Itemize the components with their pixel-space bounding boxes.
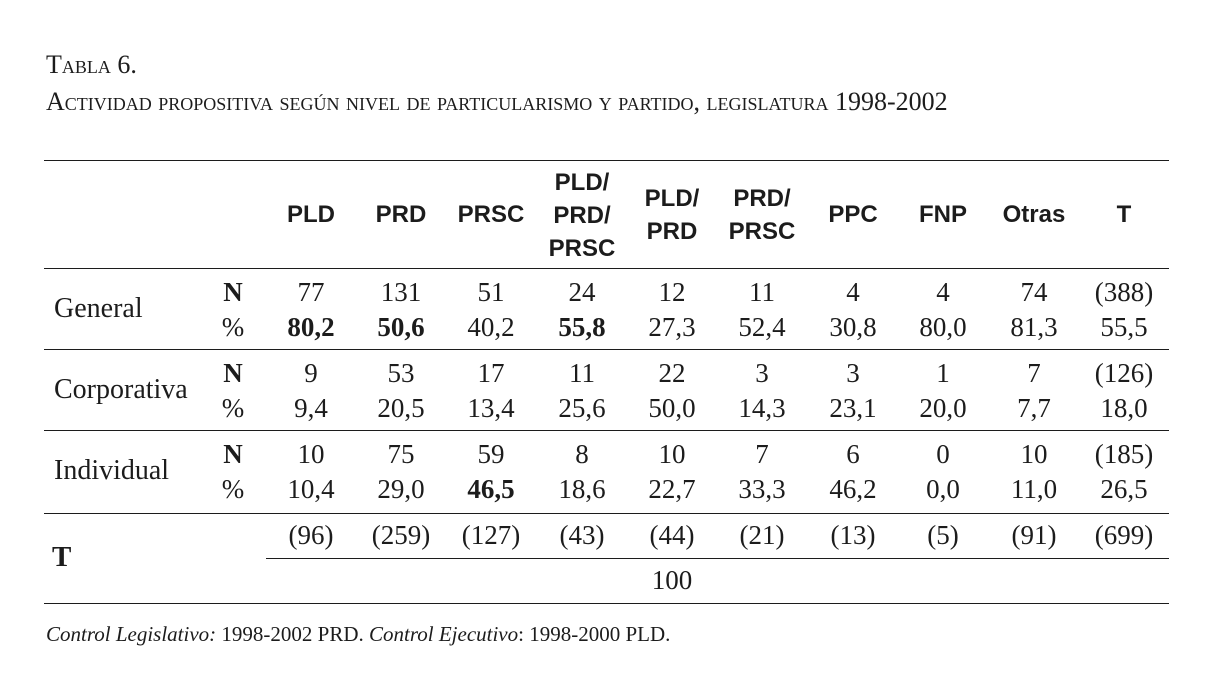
cell-total: (21) <box>739 520 785 550</box>
column-header: PRD <box>375 201 427 228</box>
top-rule <box>44 160 1169 161</box>
cell-percent: 50,6 <box>377 312 425 342</box>
cell-total: (96) <box>288 520 334 550</box>
cell-percent: 11,0 <box>1010 474 1058 504</box>
cell-n: 51 <box>477 277 505 307</box>
cell-total: (259) <box>371 520 431 550</box>
cell-n: 4 <box>936 277 950 307</box>
cell-percent: 55,5 <box>1100 312 1148 342</box>
n-label: N <box>223 277 243 307</box>
cell-total: (43) <box>559 520 605 550</box>
cell-n: 0 <box>936 439 950 469</box>
row-label-corporativa: Corporativa <box>54 374 188 405</box>
cell-n: 74 <box>1020 277 1048 307</box>
cell-percent: 18,6 <box>558 474 606 504</box>
cell-percent: 0,0 <box>926 474 960 504</box>
header-rule <box>44 268 1169 269</box>
cell-total: (91) <box>1011 520 1057 550</box>
pct-label: % <box>221 393 245 423</box>
cell-n: 12 <box>658 277 686 307</box>
cell-n: 59 <box>477 439 505 469</box>
footnote-executive-value: : 1998-2000 PLD. <box>518 622 671 646</box>
column-header: PRSC <box>457 201 525 228</box>
cell-total: (44) <box>649 520 695 550</box>
cell-n: 131 <box>380 277 422 307</box>
cell-n: 7 <box>1027 358 1041 388</box>
total-percent: 100 <box>651 565 693 595</box>
cell-percent: 20,5 <box>377 393 425 423</box>
cell-percent: 20,0 <box>919 393 967 423</box>
bottom-rule <box>44 603 1169 604</box>
cell-n: (388) <box>1094 277 1154 307</box>
cell-percent: 46,5 <box>467 474 515 504</box>
cell-percent: 80,0 <box>919 312 967 342</box>
n-label: N <box>223 439 243 469</box>
column-header: PLD/ PRD/ PRSC <box>548 169 616 262</box>
footnote <box>46 621 670 647</box>
row-rule-3 <box>44 513 1169 514</box>
cell-n: 7 <box>755 439 769 469</box>
pct-label: % <box>221 312 245 342</box>
column-header: Otras <box>1002 201 1066 228</box>
column-header: PLD/ PRD <box>644 185 700 245</box>
cell-n: 17 <box>477 358 505 388</box>
cell-n: 3 <box>846 358 860 388</box>
cell-n: 11 <box>569 358 595 388</box>
n-label: N <box>223 358 243 388</box>
column-header: PRD/ PRSC <box>728 185 796 245</box>
cell-n: 10 <box>658 439 686 469</box>
column-header: T <box>1116 201 1132 228</box>
cell-n: 11 <box>749 277 775 307</box>
pct-label: % <box>221 474 245 504</box>
column-header: PPC <box>828 201 878 228</box>
cell-n: 1 <box>936 358 950 388</box>
cell-percent: 18,0 <box>1100 393 1148 423</box>
cell-total: (699) <box>1094 520 1154 550</box>
cell-percent: 27,3 <box>648 312 696 342</box>
cell-percent: 22,7 <box>648 474 696 504</box>
cell-total: (13) <box>830 520 876 550</box>
cell-percent: 26,5 <box>1100 474 1148 504</box>
cell-percent: 81,3 <box>1010 312 1058 342</box>
cell-percent: 9,4 <box>294 393 328 423</box>
total-row-label: T <box>52 541 72 573</box>
total-inner-rule <box>266 558 1169 559</box>
cell-percent: 52,4 <box>738 312 786 342</box>
column-header: FNP <box>919 201 967 228</box>
cell-n: 10 <box>1020 439 1048 469</box>
cell-n: 3 <box>755 358 769 388</box>
cell-total: (5) <box>927 520 959 550</box>
cell-percent: 7,7 <box>1017 393 1051 423</box>
footnote-legislative-value: 1998-2002 PRD. <box>216 622 370 646</box>
cell-percent: 30,8 <box>829 312 877 342</box>
cell-n: 77 <box>297 277 325 307</box>
cell-percent: 40,2 <box>467 312 515 342</box>
cell-percent: 33,3 <box>738 474 786 504</box>
cell-percent: 23,1 <box>829 393 877 423</box>
cell-percent: 10,4 <box>287 474 335 504</box>
cell-n: 10 <box>297 439 325 469</box>
column-header: PLD <box>287 201 335 228</box>
cell-percent: 55,8 <box>558 312 606 342</box>
cell-n: 75 <box>387 439 415 469</box>
cell-n: 6 <box>846 439 860 469</box>
table-title: Actividad propositiva según nivel de particularismo y partido, legislatura 1998-2002 <box>46 87 948 116</box>
cell-n: (126) <box>1094 358 1154 388</box>
table-label: Tabla 6. <box>46 50 137 79</box>
cell-n: 4 <box>846 277 860 307</box>
row-label-individual: Individual <box>54 455 170 486</box>
cell-percent: 29,0 <box>377 474 425 504</box>
footnote-legislative-label: Control Legislativo: <box>46 622 217 646</box>
cell-percent: 80,2 <box>287 312 335 342</box>
footnote-executive-label: Control Ejecutivo <box>369 622 519 646</box>
row-rule-1 <box>44 349 1169 350</box>
cell-percent: 46,2 <box>829 474 877 504</box>
cell-n: 22 <box>658 358 686 388</box>
cell-total: (127) <box>461 520 521 550</box>
cell-percent: 14,3 <box>738 393 786 423</box>
cell-percent: 50,0 <box>648 393 696 423</box>
cell-percent: 25,6 <box>558 393 606 423</box>
row-rule-2 <box>44 430 1169 431</box>
row-label-general: General <box>54 293 143 324</box>
cell-n: 8 <box>575 439 589 469</box>
cell-n: (185) <box>1094 439 1154 469</box>
cell-n: 53 <box>387 358 415 388</box>
cell-n: 9 <box>304 358 318 388</box>
cell-n: 24 <box>568 277 596 307</box>
cell-percent: 13,4 <box>467 393 515 423</box>
